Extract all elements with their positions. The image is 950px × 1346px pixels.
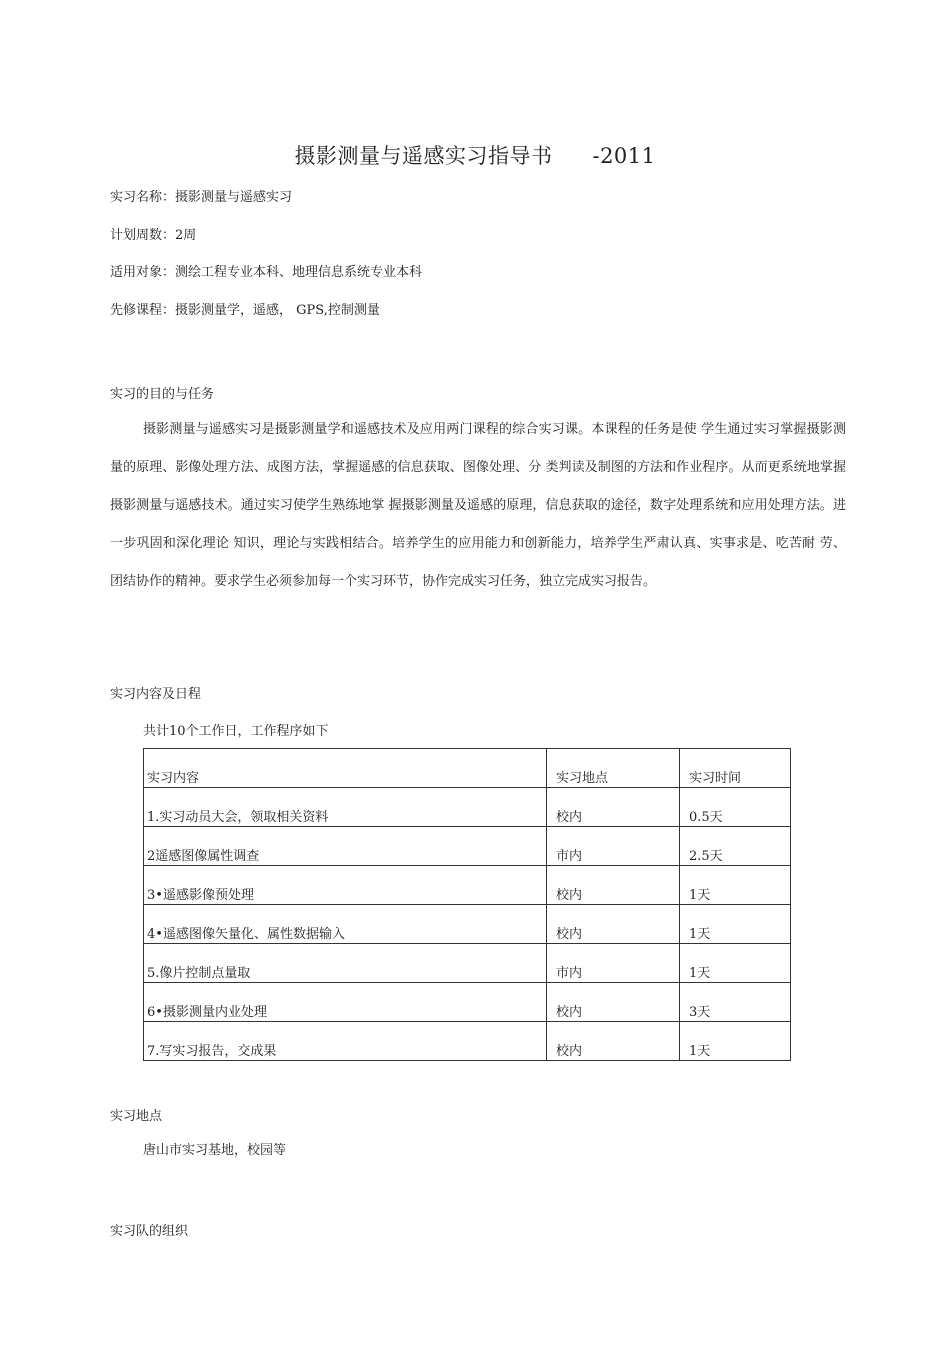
info-target: 适用对象：测绘工程专业本科、地理信息系统专业本科 <box>110 265 423 280</box>
section-heading-organization: 实习队的组织 <box>110 1224 189 1239</box>
row-location: 校内 <box>547 905 680 944</box>
table-row <box>144 866 791 905</box>
row-time: 1天 <box>680 1022 791 1061</box>
row-location: 校内 <box>547 866 680 905</box>
row-location: 市内 <box>547 944 680 983</box>
schedule-table <box>143 748 791 1061</box>
section-heading-location: 实习地点 <box>110 1109 163 1124</box>
table-row <box>144 983 791 1022</box>
row-location: 校内 <box>547 983 680 1022</box>
row-content: 6•摄影测量内业处理 <box>144 983 547 1022</box>
table-row <box>144 1022 791 1061</box>
purpose-paragraph: 摄影测量与遥感实习是摄影测量学和遥感技术及应用两门课程的综合实习课。本课程的任务是使 学生通过实习掌握摄影测量的原理、影像处理方法、成图方法，掌握遥感的信息获取、图像处理、分 类判读及制图的方法和作业程序。从而更系统地掌握摄影测量与遥感技术。通过实习使学生熟练地掌 握摄影测量及遥感的原理，信息获取的途径，数字处理系统和应用处理方法。进一步巩固和深化理论 知识，理论与实践相结合。培养学生的应用能力和创新能力，培养学生严肃认真、实事求是、吃苦耐 劳、团结协作的精神。要求学生必须参加每一个实习环节，协作完成实习任务，独立完成实习报告。 <box>110 422 846 589</box>
table-row <box>144 905 791 944</box>
row-location: 校内 <box>547 1022 680 1061</box>
table-row <box>144 827 791 866</box>
info-weeks: 计划周数：2周 <box>110 228 197 243</box>
row-time: 2.5天 <box>680 827 791 866</box>
row-time: 3天 <box>680 983 791 1022</box>
row-content: 1.实习动员大会，领取相关资料 <box>144 788 547 827</box>
table-row <box>144 944 791 983</box>
row-content: 7.写实习报告，交成果 <box>144 1022 547 1061</box>
title-text: 摄影测量与遥感实习指导书 <box>294 144 553 168</box>
row-content: 2遥感图像属性调查 <box>144 827 547 866</box>
info-prereq: 先修课程：摄影测量学，遥感， GPS,控制测量 <box>110 303 380 318</box>
row-time: 1天 <box>680 944 791 983</box>
header-content: 实习内容 <box>144 749 547 788</box>
row-time: 1天 <box>680 905 791 944</box>
page-title <box>0 140 950 170</box>
row-content: 5.像片控制点量取 <box>144 944 547 983</box>
schedule-intro: 共计10个工作日，工作程序如下 <box>143 724 329 739</box>
row-content: 4•遥感图像矢量化、属性数据输入 <box>144 905 547 944</box>
title-year: -2011 <box>592 144 656 168</box>
row-time: 1天 <box>680 866 791 905</box>
row-time: 0.5天 <box>680 788 791 827</box>
section-heading-purpose: 实习的目的与任务 <box>110 387 215 402</box>
location-text: 唐山市实习基地，校园等 <box>143 1143 287 1158</box>
table-header-row <box>144 749 791 788</box>
row-content: 3•遥感影像预处理 <box>144 866 547 905</box>
header-time: 实习时间 <box>680 749 791 788</box>
row-location: 市内 <box>547 827 680 866</box>
row-location: 校内 <box>547 788 680 827</box>
table-row <box>144 788 791 827</box>
info-name: 实习名称：摄影测量与遥感实习 <box>110 190 293 205</box>
header-location: 实习地点 <box>547 749 680 788</box>
section-heading-schedule: 实习内容及日程 <box>110 687 202 702</box>
